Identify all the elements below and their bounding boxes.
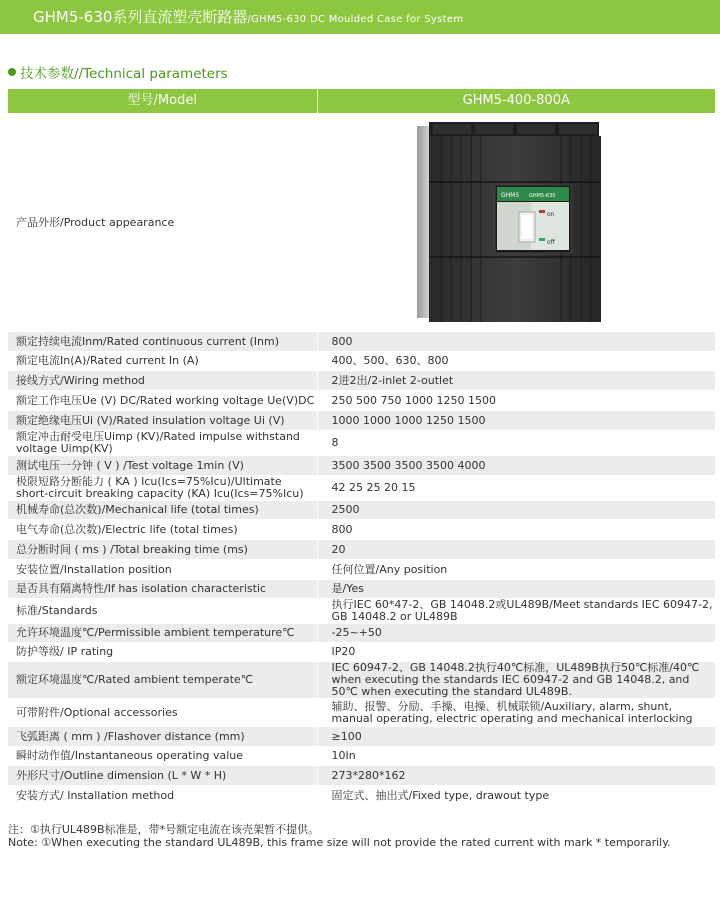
table-row xyxy=(8,540,715,560)
row-label: 接线方式/Wiring method xyxy=(8,371,317,391)
row-value: 2500 xyxy=(317,501,715,520)
row-label: 防护等级/ IP rating xyxy=(8,643,317,662)
table-row xyxy=(8,580,715,599)
appearance-label: 产品外形/Product appearance xyxy=(8,114,317,332)
row-value: 8 xyxy=(317,431,715,456)
page-banner xyxy=(0,0,720,34)
table-row xyxy=(8,560,715,580)
row-label: 额定环境温度℃/Rated ambient temperate℃ xyxy=(8,662,317,699)
circuit-breaker-image xyxy=(411,122,621,327)
row-label: 额定冲击耐受电压Uimp (KV)/Rated impulse withstand voltage Uimp(KV) xyxy=(8,431,317,456)
row-value: 400、500、630、800 xyxy=(317,352,715,371)
row-value: 800 xyxy=(317,520,715,540)
section-title: 技术参数//Technical parameters xyxy=(20,66,228,82)
banner-title-sub: /GHM5-630 DC Moulded Case for System xyxy=(247,14,464,25)
row-label: 飞弧距离 ( mm ) /Flashover distance (mm) xyxy=(8,727,317,747)
table-row xyxy=(8,391,715,411)
row-value: 执行IEC 60*47-2、GB 14048.2或UL489B/Meet standards IEC 60947-2, GB 14048.2 or UL489B xyxy=(317,599,715,624)
table-row xyxy=(8,456,715,476)
table-row xyxy=(8,411,715,431)
breaker-off-label: off xyxy=(547,239,556,246)
table-row xyxy=(8,431,715,456)
row-value: 3500 3500 3500 3500 4000 xyxy=(317,456,715,476)
row-value: -25~+50 xyxy=(317,624,715,643)
table-row xyxy=(8,643,715,662)
row-value: 10In xyxy=(317,747,715,766)
table-row xyxy=(8,766,715,786)
row-label: 额定绝缘电压Ui (V)/Rated insulation voltage Ui (V) xyxy=(8,411,317,431)
row-label: 瞬时动作值/Instantaneous operating value xyxy=(8,747,317,766)
row-value: 1000 1000 1000 1250 1500 xyxy=(317,411,715,431)
row-label: 额定电流In(A)/Rated current In (A) xyxy=(8,352,317,371)
banner-title-main: GHM5-630系列直流塑壳断路器 xyxy=(33,8,248,26)
footnote-chinese: 注：①执行UL489B标准是，带*号额定电流在该壳架暂不提供。 xyxy=(8,823,320,836)
table-row xyxy=(8,599,715,624)
breaker-on-label: on xyxy=(547,211,555,218)
row-label: 测试电压一分钟 ( V ) /Test voltage 1min (V) xyxy=(8,456,317,476)
table-row xyxy=(8,699,715,727)
footnote-english: Note: ①When executing the standard UL489B, this frame size will not provide the rated current with mark * temporarily. xyxy=(8,836,671,849)
table-row xyxy=(8,727,715,747)
row-label: 是否具有隔离特性/If has isolation characteristic xyxy=(8,580,317,599)
row-label: 机械寿命(总次数)/Mechanical life (total times) xyxy=(8,501,317,520)
table-row xyxy=(8,747,715,766)
table-header-row xyxy=(8,89,715,114)
row-value: 固定式、抽出式/Fixed type, drawout type xyxy=(317,786,715,806)
row-value: 273*280*162 xyxy=(317,766,715,786)
table-row xyxy=(8,332,715,352)
row-label: 总分断时间 ( ms ) /Total breaking time (ms) xyxy=(8,540,317,560)
table-row xyxy=(8,352,715,371)
row-label: 额定持续电流Inm/Rated continuous current (Inm) xyxy=(8,332,317,352)
header-model-label: 型号/Model xyxy=(8,89,317,114)
breaker-brand-text: GHM5 xyxy=(501,192,520,199)
table-row xyxy=(8,786,715,806)
row-label: 可带附件/Optional accessories xyxy=(8,699,317,727)
banner-title xyxy=(33,6,463,27)
row-label: 允许环境温度℃/Permissible ambient temperature℃ xyxy=(8,624,317,643)
row-value: ≥100 xyxy=(317,727,715,747)
row-label: 外形尺寸/Outline dimension (L * W * H) xyxy=(8,766,317,786)
row-value: 800 xyxy=(317,332,715,352)
row-value: 是/Yes xyxy=(317,580,715,599)
appearance-row xyxy=(8,114,715,332)
row-value: 辅助、报警、分励、手操、电操、机械联锁/Auxiliary, alarm, shunt, manual operating, electric operating and mechanical interlocking xyxy=(317,699,715,727)
table-row xyxy=(8,520,715,540)
section-heading xyxy=(8,62,228,82)
table-row xyxy=(8,371,715,391)
row-value: 250 500 750 1000 1250 1500 xyxy=(317,391,715,411)
breaker-model-text: GHM5-630 xyxy=(529,193,556,199)
row-label: 极限短路分断能力 ( KA ) Icu(Ics=75%Icu)/Ultimate short-circuit breaking capacity (KA) Icu(Ics=75%Icu) xyxy=(8,476,317,501)
row-value: IP20 xyxy=(317,643,715,662)
row-label: 安装位置/Installation position xyxy=(8,560,317,580)
table-row xyxy=(8,501,715,520)
bullet-dot-icon xyxy=(8,68,16,76)
row-label: 标准/Standards xyxy=(8,599,317,624)
header-model-value: GHM5-400-800A xyxy=(317,89,715,114)
row-value: 2进2出/2-inlet 2-outlet xyxy=(317,371,715,391)
row-label: 额定工作电压Ue (V) DC/Rated working voltage Ue(V)DC xyxy=(8,391,317,411)
row-value: 42 25 25 20 15 xyxy=(317,476,715,501)
row-label: 安装方式/ Installation method xyxy=(8,786,317,806)
row-label: 电气寿命(总次数)/Electric life (total times) xyxy=(8,520,317,540)
table-row xyxy=(8,662,715,699)
table-row xyxy=(8,476,715,501)
footnote xyxy=(8,823,671,849)
product-image xyxy=(317,114,715,332)
row-value: IEC 60947-2、GB 14048.2执行40℃标准，UL489B执行50℃标准/40℃ when executing the standards IEC 60947-2 and GB 14048.2, and 50℃ when executing the standard UL489B. xyxy=(317,662,715,699)
row-value: 20 xyxy=(317,540,715,560)
table-row xyxy=(8,624,715,643)
row-value: 任何位置/Any position xyxy=(317,560,715,580)
spec-table xyxy=(8,89,715,806)
